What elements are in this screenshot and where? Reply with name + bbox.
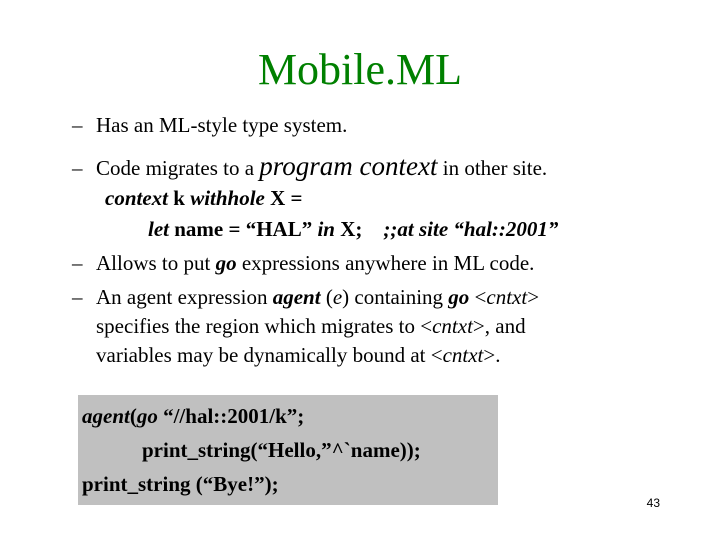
keyword-in: in bbox=[317, 217, 335, 241]
bullet-4-text: > bbox=[527, 285, 540, 309]
bullet-dash: – bbox=[72, 156, 83, 180]
bullet-2 bbox=[72, 153, 547, 181]
keyword-context: context bbox=[105, 186, 168, 210]
bullet-4-l3-cntxt: cntxt bbox=[442, 343, 484, 367]
bullet-4-text: ( bbox=[320, 285, 333, 309]
bullet-4-cntxt: cntxt bbox=[486, 285, 528, 309]
bullet-4-line-3 bbox=[96, 342, 500, 368]
code-text: “//hal::2001/k”; bbox=[157, 404, 305, 428]
keyword-agent: agent bbox=[272, 285, 321, 309]
bullet-2-pre: Code migrates to a bbox=[96, 156, 260, 180]
code-text: X = bbox=[264, 186, 303, 210]
bullet-1-text: Has an ML-style type system. bbox=[96, 113, 348, 137]
slide-title: Mobile.ML bbox=[257, 45, 463, 94]
code-example-box bbox=[78, 395, 498, 505]
inline-code-line-1 bbox=[105, 185, 303, 211]
bullet-1 bbox=[72, 112, 347, 138]
bullet-4 bbox=[72, 284, 539, 310]
bullet-dash: – bbox=[72, 285, 83, 309]
bullet-4-l3-pre: variables may be dynamically bound at < bbox=[96, 343, 443, 367]
code-comment: ;;at site “hal::2001” bbox=[383, 217, 559, 241]
bullet-2-emphasis: program context bbox=[259, 151, 438, 181]
code-line-3: print_string (“Bye!”); bbox=[82, 472, 279, 496]
bullet-2-post: in other site. bbox=[437, 156, 548, 180]
bullet-4-l3-post: >. bbox=[483, 343, 501, 367]
bullet-3-pre: Allows to put bbox=[96, 251, 216, 275]
code-text: k bbox=[168, 186, 191, 210]
bullet-4-line-2 bbox=[96, 313, 526, 339]
bullet-4-pre: An agent expression bbox=[96, 285, 273, 309]
bullet-4-text: ) containing bbox=[342, 285, 449, 309]
bullet-3 bbox=[72, 250, 534, 276]
bullet-4-e: e bbox=[332, 285, 343, 309]
code-line-1 bbox=[82, 403, 304, 429]
bullet-4-l2-pre: specifies the region which migrates to < bbox=[96, 314, 433, 338]
keyword-withhole: withhole bbox=[190, 186, 265, 210]
bullet-3-post: expressions anywhere in ML code. bbox=[236, 251, 535, 275]
code-text: name = “HAL” bbox=[169, 217, 318, 241]
bullet-dash: – bbox=[72, 251, 83, 275]
bullet-4-l2-cntxt: cntxt bbox=[432, 314, 473, 338]
bullet-4-l2-post: >, and bbox=[472, 314, 526, 338]
keyword-agent: agent bbox=[82, 404, 130, 428]
inline-code-line-2 bbox=[148, 216, 558, 242]
keyword-let: let bbox=[148, 217, 169, 241]
bullet-4-text: < bbox=[469, 285, 487, 309]
code-text: X; bbox=[334, 217, 384, 241]
code-line-2: print_string(“Hello,”^`name)); bbox=[142, 438, 421, 462]
code-text: ( bbox=[129, 404, 137, 428]
bullet-dash: – bbox=[72, 113, 83, 137]
keyword-go: go bbox=[448, 285, 470, 309]
keyword-go: go bbox=[215, 251, 237, 275]
keyword-go: go bbox=[136, 404, 158, 428]
page-number: 43 bbox=[646, 496, 660, 510]
